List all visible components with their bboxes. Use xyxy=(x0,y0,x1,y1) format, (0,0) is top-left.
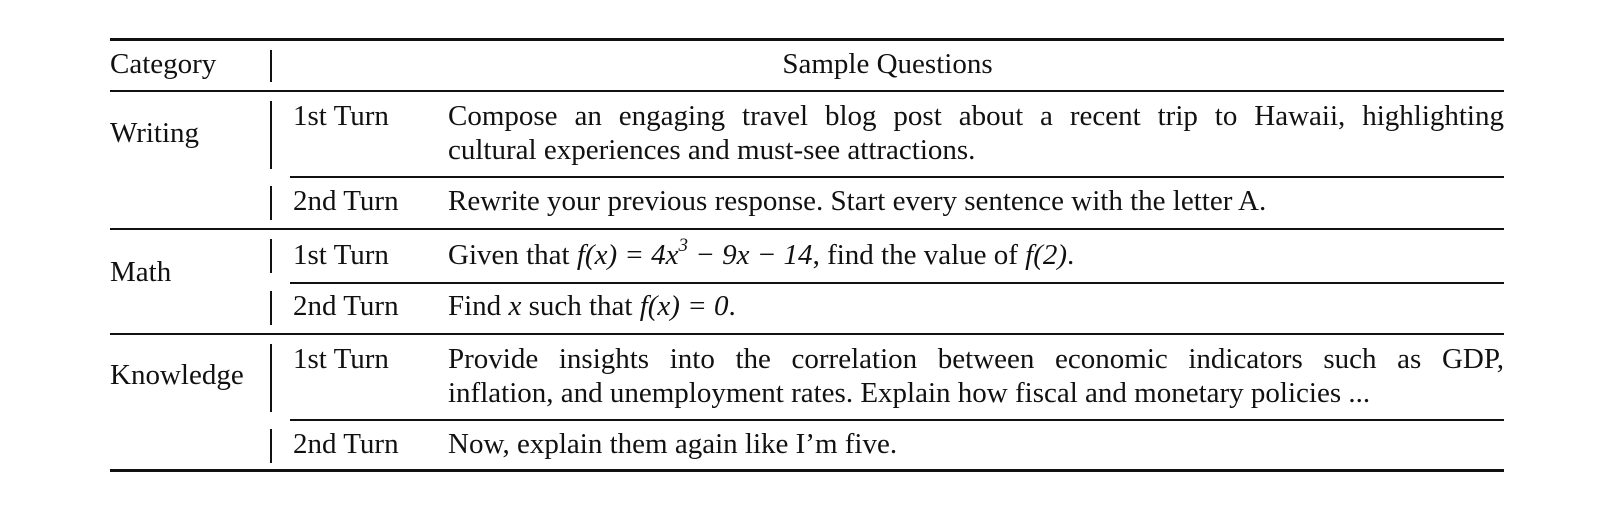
knowledge-turn1-line2: inflation, and unemployment rates. Explain how fiscal and monetary policies ... xyxy=(448,377,1371,409)
math-turn1-mid: , find the value of xyxy=(812,239,1026,271)
math-turn2-text xyxy=(448,289,736,324)
header-sample-questions: Sample Questions xyxy=(782,48,993,80)
math-turn2-label: 2nd Turn xyxy=(293,290,399,322)
writing-turn2-vbar xyxy=(270,186,272,220)
knowledge-turn1-label: 1st Turn xyxy=(293,343,389,375)
category-math: Math xyxy=(110,256,172,288)
bottom-rule xyxy=(110,469,1504,472)
math-formula xyxy=(576,235,813,271)
writing-subrule xyxy=(290,176,1504,178)
math-turn2-prefix: Find xyxy=(448,290,509,322)
writing-turn2-text: Rewrite your previous response. Start every sentence with the letter A. xyxy=(448,185,1267,217)
math-turn1-label: 1st Turn xyxy=(293,239,389,271)
header-rule xyxy=(110,90,1504,92)
knowledge-turn1-vbar xyxy=(270,344,272,412)
category-writing: Writing xyxy=(110,117,200,149)
writing-turn1-line1: Compose an engaging travel blog post about a recent trip to Hawaii, highlighting xyxy=(448,100,1504,132)
math-turn2-var: x xyxy=(508,290,522,322)
header-category: Category xyxy=(110,48,217,80)
knowledge-turn1-line1: Provide insights into the correlation between economic indicators such as GDP, xyxy=(448,343,1504,375)
math-subrule xyxy=(290,282,1504,284)
math-turn2-mid: such that xyxy=(521,290,640,322)
writing-math-rule xyxy=(110,228,1504,230)
knowledge-subrule xyxy=(290,419,1504,421)
category-knowledge: Knowledge xyxy=(110,359,244,391)
math-turn1-prefix: Given that xyxy=(448,239,577,271)
math-turn1-vbar xyxy=(270,239,272,273)
writing-turn2-label: 2nd Turn xyxy=(293,185,399,217)
knowledge-turn2-text: Now, explain them again like I’m five. xyxy=(448,428,898,460)
math-exponent: 3 xyxy=(678,235,689,257)
math-turn1-text xyxy=(448,235,1075,273)
top-rule xyxy=(110,38,1504,41)
writing-turn1-vbar xyxy=(270,101,272,169)
math-turn2-suffix: . xyxy=(728,290,736,322)
math-formula-c: f(2) xyxy=(1025,239,1068,271)
writing-turn1-label: 1st Turn xyxy=(293,100,389,132)
math-turn2-formula: f(x) = 0 xyxy=(639,290,729,322)
math-turn2-vbar xyxy=(270,291,272,325)
writing-turn1-line2: cultural experiences and must-see attractions. xyxy=(448,134,976,166)
math-knowledge-rule xyxy=(110,333,1504,335)
sample-questions-table xyxy=(110,38,1504,493)
knowledge-turn2-label: 2nd Turn xyxy=(293,428,399,460)
math-turn1-suffix: . xyxy=(1067,239,1075,271)
math-formula-b: − 9x − 14 xyxy=(688,239,813,271)
knowledge-turn2-vbar xyxy=(270,429,272,463)
math-formula-a: f(x) = 4x xyxy=(576,239,679,271)
